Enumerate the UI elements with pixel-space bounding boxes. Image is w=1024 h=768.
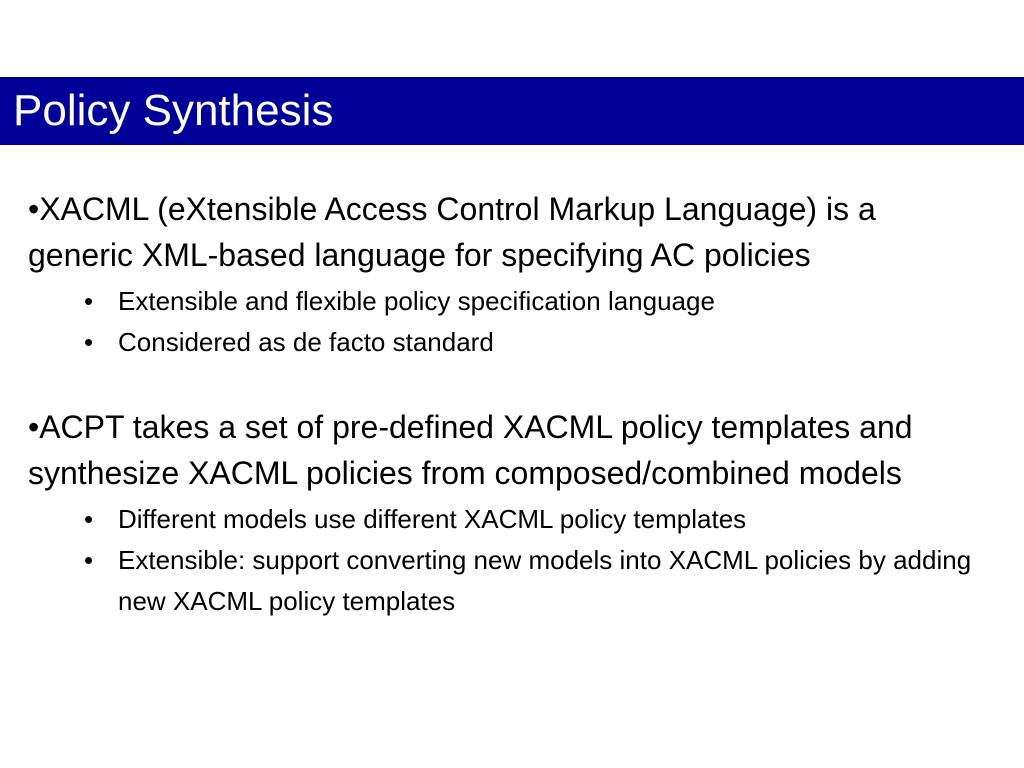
sub-bullet-item (28, 540, 988, 622)
section-acpt (28, 404, 988, 622)
sub-bullet-text: Extensible: support converting new models into XACML policies by adding new XACML policy templates (118, 545, 972, 616)
sub-bullet-text: Extensible and flexible policy specification language (118, 286, 715, 316)
bullet-xacml: •XACML (eXtensible Access Control Markup Language) is a generic XML-based language for specifying AC policies (28, 191, 876, 273)
sub-bullet-text: Considered as de facto standard (118, 327, 494, 357)
bullet-marker: • (84, 286, 94, 316)
bullet-acpt: •ACPT takes a set of pre-defined XACML policy templates and synthesize XACML policies from composed/combined models (28, 409, 913, 491)
sub-bullet-text: Different models use different XACML policy templates (118, 504, 747, 534)
title-bar (0, 77, 1024, 145)
slide-content (28, 186, 988, 622)
bullet-marker: • (84, 327, 94, 357)
sub-bullet-item (28, 322, 988, 363)
slide-title: Policy Synthesis (13, 86, 334, 135)
bullet-marker: • (84, 504, 94, 534)
sub-list-acpt (28, 499, 988, 622)
sub-list-xacml (28, 281, 988, 363)
sub-bullet-item (28, 499, 988, 540)
sub-bullet-item (28, 281, 988, 322)
section-spacer (28, 363, 988, 404)
bullet-marker: • (84, 545, 94, 575)
section-xacml (28, 186, 988, 363)
